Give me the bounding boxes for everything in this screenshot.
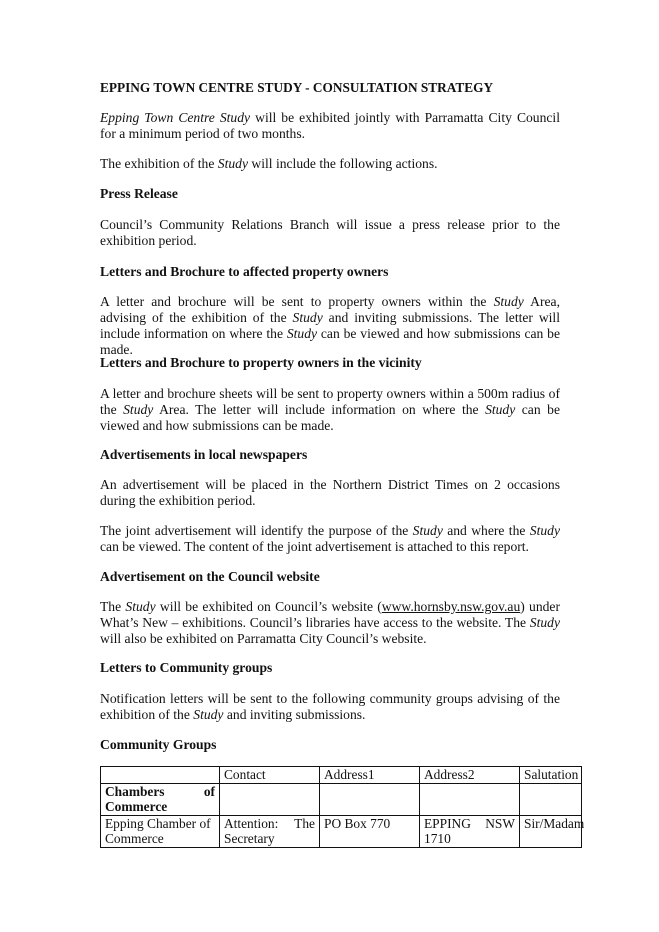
- community-letters-heading: Letters to Community groups: [100, 660, 273, 675]
- header-cell: Contact: [220, 767, 320, 784]
- vicinity-owners-heading: Letters and Brochure to property owners in the vicinity: [100, 355, 422, 370]
- website-heading: Advertisement on the Council website: [100, 569, 320, 584]
- address2-cell: EPPING NSW 1710: [420, 815, 520, 847]
- document-title: EPPING TOWN CENTRE STUDY - CONSULTATION STRATEGY: [100, 80, 494, 95]
- empty-cell: [420, 783, 520, 815]
- newspaper-ads-paragraph-2: The joint advertisement will identify the purpose of the Study and where the Study can be viewed. The content of the joint advertisement is attached to this report.: [100, 523, 560, 554]
- table-header-row: [101, 767, 582, 784]
- section-label-cell: Chambers of Commerce: [101, 783, 220, 815]
- council-website-link[interactable]: www.hornsby.nsw.gov.au: [381, 599, 521, 614]
- vicinity-owners-paragraph: A letter and brochure sheets will be sent to property owners within a 500m radius of the Study Area. The letter will include information on where the Study can be viewed and how submissions can be made.: [100, 386, 560, 433]
- intro-paragraph: Epping Town Centre Study will be exhibited jointly with Parramatta City Council for a minimum period of two months.: [100, 110, 560, 141]
- study-title: Epping Town Centre Study: [100, 110, 251, 125]
- empty-cell: [520, 783, 582, 815]
- newspaper-ads-heading: Advertisements in local newspapers: [100, 447, 308, 462]
- header-cell: Salutation: [520, 767, 582, 784]
- group-name-cell: Epping Chamber of Commerce: [101, 815, 220, 847]
- empty-cell: [220, 783, 320, 815]
- contact-cell: Attention: The Secretary: [220, 815, 320, 847]
- press-release-paragraph: Council’s Community Relations Branch will issue a press release prior to the exhibition period.: [100, 217, 560, 248]
- address1-cell: PO Box 770: [320, 815, 420, 847]
- table-section-row: [101, 783, 582, 815]
- empty-cell: [320, 783, 420, 815]
- community-groups-table: [100, 766, 585, 848]
- affected-owners-heading: Letters and Brochure to affected property owners: [100, 264, 389, 279]
- website-paragraph: The Study will be exhibited on Council’s website (www.hornsby.nsw.gov.au) under What’s New – exhibitions. Council’s libraries have access to the website. The Study will also be exhibited on Parramatta City Council’s website.: [100, 599, 560, 646]
- newspaper-ads-paragraph-1: An advertisement will be placed in the Northern District Times on 2 occasions during the exhibition period.: [100, 477, 560, 508]
- header-cell: Address1: [320, 767, 420, 784]
- header-cell: Address2: [420, 767, 520, 784]
- actions-paragraph: The exhibition of the Study will include the following actions.: [100, 156, 438, 171]
- community-letters-paragraph: Notification letters will be sent to the following community groups advising of the exhibition of the Study and inviting submissions.: [100, 691, 560, 722]
- header-cell: [101, 767, 220, 784]
- affected-owners-paragraph: A letter and brochure will be sent to property owners within the Study Area, advising of the exhibition of the Study and inviting submissions. The letter will include information on where the Study can be viewed and how submissions can be made.: [100, 294, 560, 357]
- community-groups-heading: Community Groups: [100, 737, 217, 752]
- table-row: [101, 815, 582, 847]
- salutation-cell: Sir/Madam: [520, 815, 582, 847]
- press-release-heading: Press Release: [100, 186, 178, 201]
